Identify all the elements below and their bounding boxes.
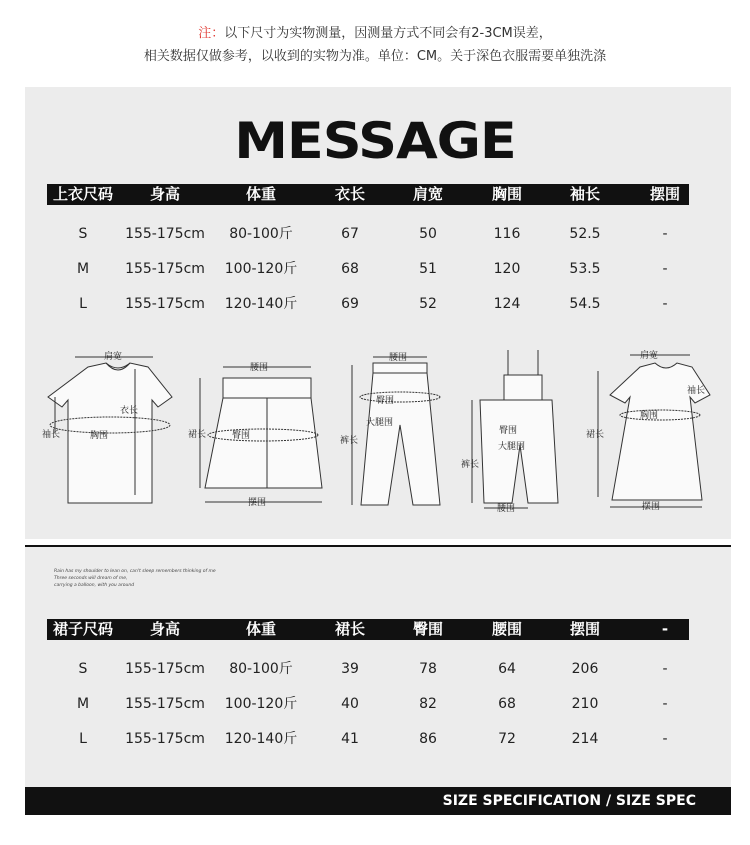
table-cell: -: [662, 226, 668, 242]
table-cell: 78: [419, 661, 437, 677]
header-cell: 袖长: [569, 185, 600, 203]
notice-line1: 以下尺寸为实物测量，因测量方式不同会有2-3CM误差，: [224, 26, 552, 41]
label-chest: 胸围: [90, 431, 109, 441]
header-cell: 裙长: [334, 620, 365, 638]
table-cell: 40: [341, 696, 359, 712]
notice-line2: 相关数据仅做参考，以收到的实物为准。单位：CM。关于深色衣服需要单独洗涤: [143, 49, 607, 64]
label-dress-hem: 摆围: [642, 502, 661, 512]
table-cell: -: [662, 261, 668, 277]
table-row: [0, 224, 750, 244]
table-cell: 39: [341, 661, 359, 677]
decorative-quote: Rain has my shoulder to lean on, can't sleep remembers thinking of me Three seconds will dream of me, carrying a balloon, with you around: [54, 569, 216, 588]
table-cell: -: [662, 661, 668, 677]
table-row: [0, 259, 750, 279]
header-cell: 肩宽: [412, 185, 443, 203]
label-hip: 臀围: [232, 431, 251, 441]
header-cell: 体重: [245, 185, 276, 203]
table-cell: 120-140斤: [224, 731, 298, 747]
size-notice: [0, 22, 750, 68]
table-cell: L: [79, 296, 87, 312]
label-overalls-hip: 臀围: [499, 426, 518, 436]
table-cell: 155-175cm: [125, 226, 205, 242]
table-row: [0, 694, 750, 714]
measurement-diagrams: [40, 345, 720, 515]
table-cell: -: [662, 696, 668, 712]
table-cell: -: [662, 731, 668, 747]
footer-text: SIZE SPECIFICATION / SIZE SPEC: [442, 793, 696, 809]
table-cell: M: [76, 261, 90, 277]
table-row: [0, 659, 750, 679]
table-cell: 120-140斤: [224, 296, 298, 312]
label-skirt-length: 裙长: [188, 430, 207, 440]
dress-icon: [598, 355, 710, 507]
header-cell: 摆围: [569, 620, 600, 638]
table-cell: 116: [493, 226, 521, 242]
label-sleeve: 袖长: [42, 430, 61, 440]
table-cell: 155-175cm: [125, 296, 205, 312]
table-cell: 155-175cm: [125, 731, 205, 747]
table-cell: 155-175cm: [125, 261, 205, 277]
label-overalls-waist: 腰围: [497, 504, 516, 514]
label-pants-length: 裤长: [340, 436, 359, 446]
label-overalls-length: 裤长: [461, 460, 480, 470]
table-cell: 54.5: [569, 296, 601, 312]
table-cell: 80-100斤: [229, 661, 293, 677]
pants-icon: [352, 357, 440, 505]
table-cell: 67: [341, 226, 359, 242]
label-dress-length: 裙长: [586, 430, 605, 440]
label-pants-hip: 臀围: [376, 396, 395, 406]
top-table-header: [47, 184, 689, 205]
page-title: MESSAGE: [234, 112, 516, 170]
bottom-table-header: [47, 619, 689, 640]
table-cell: 41: [341, 731, 359, 747]
label-hem: 摆围: [248, 498, 267, 508]
table-row: [0, 729, 750, 749]
table-cell: 100-120斤: [224, 696, 298, 712]
header-cell: 衣长: [334, 185, 365, 203]
table-cell: 214: [571, 731, 599, 747]
table-cell: M: [76, 696, 90, 712]
header-cell: 腰围: [491, 620, 522, 638]
table-cell: 155-175cm: [125, 696, 205, 712]
table-cell: 80-100斤: [229, 226, 293, 242]
table-cell: 50: [419, 226, 437, 242]
table-cell: 72: [498, 731, 516, 747]
header-cell: 摆围: [649, 185, 680, 203]
table-cell: 53.5: [569, 261, 601, 277]
label-dress-chest: 胸围: [640, 411, 659, 421]
header-cell: 胸围: [491, 185, 522, 203]
table-cell: S: [78, 661, 88, 677]
table-cell: 51: [419, 261, 437, 277]
table-cell: 52: [419, 296, 437, 312]
footer-bar: [25, 787, 731, 815]
header-cell: 身高: [149, 620, 180, 638]
notice-prefix: 注：: [198, 26, 225, 41]
label-overalls-thigh: 大腿围: [498, 442, 526, 452]
table-cell: -: [662, 296, 668, 312]
table-cell: 100-120斤: [224, 261, 298, 277]
label-waist: 腰围: [250, 363, 269, 373]
table-cell: 52.5: [569, 226, 601, 242]
header-cell: 臀围: [412, 620, 443, 638]
table-cell: 86: [419, 731, 437, 747]
label-length: 衣长: [120, 406, 139, 416]
table-cell: 68: [341, 261, 359, 277]
table-cell: 82: [419, 696, 437, 712]
label-pants-waist: 腰围: [389, 353, 408, 363]
label-shoulder: 肩宽: [104, 352, 123, 362]
label-dress-sleeve: 袖长: [687, 386, 706, 396]
table-cell: 64: [498, 661, 516, 677]
table-cell: 210: [571, 696, 599, 712]
label-dress-shoulder: 肩宽: [640, 351, 659, 361]
header-cell: 上衣尺码: [52, 185, 113, 203]
table-cell: L: [79, 731, 87, 747]
label-thigh: 大腿围: [366, 418, 394, 428]
table-cell: 69: [341, 296, 359, 312]
tshirt-icon: [48, 357, 172, 503]
table-cell: 68: [498, 696, 516, 712]
header-cell: -: [661, 620, 669, 638]
table-row: [0, 294, 750, 314]
header-cell: 裙子尺码: [52, 620, 113, 638]
table-cell: 120: [493, 261, 521, 277]
header-cell: 身高: [149, 185, 180, 203]
table-cell: 155-175cm: [125, 661, 205, 677]
skirt-icon: [200, 367, 322, 502]
table-cell: 124: [493, 296, 521, 312]
header-cell: 体重: [245, 620, 276, 638]
table-cell: 206: [571, 661, 599, 677]
table-cell: S: [78, 226, 88, 242]
